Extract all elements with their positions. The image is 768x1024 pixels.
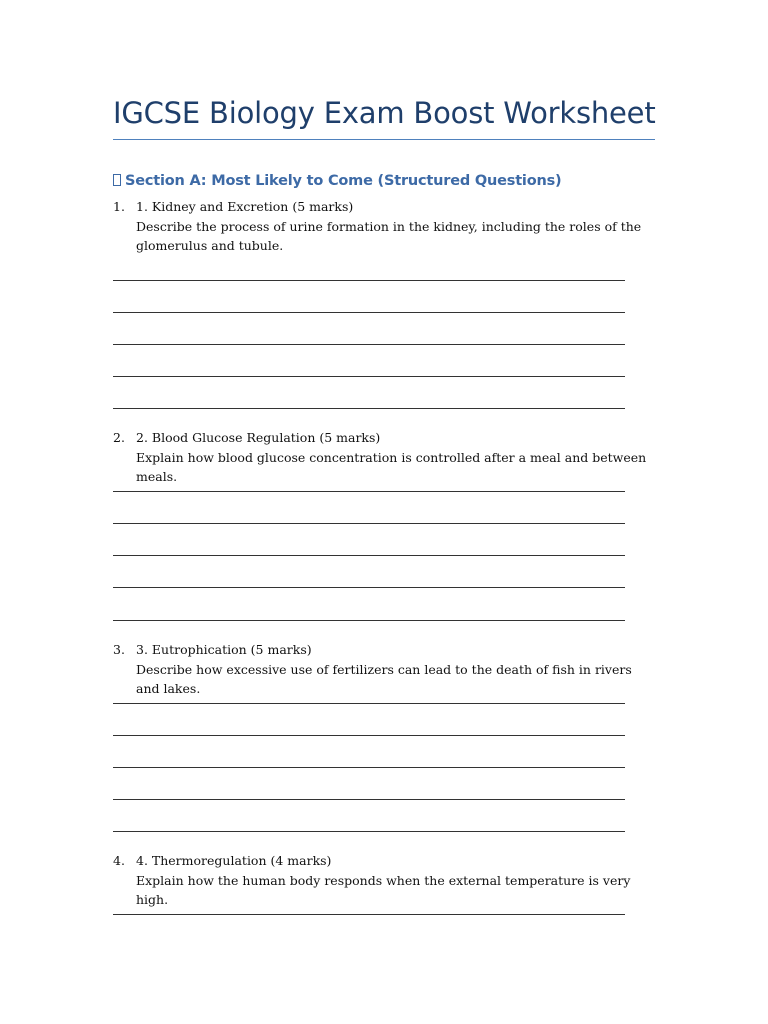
title-underline [113,139,655,140]
answer-line[interactable] [113,799,625,800]
answer-line[interactable] [113,344,625,345]
answer-line[interactable] [113,491,625,492]
answer-line[interactable] [113,703,625,704]
answer-line[interactable] [113,914,625,915]
question-number: 3. [113,642,125,657]
answer-line[interactable] [113,312,625,313]
answer-line[interactable] [113,620,625,621]
missing-glyph-icon [113,174,121,186]
answer-line[interactable] [113,408,625,409]
answer-line[interactable] [113,280,625,281]
answer-line[interactable] [113,735,625,736]
question-number: 1. [113,199,125,214]
question-heading: 3. Eutrophication (5 marks) [136,642,312,657]
question-text: Explain how blood glucose concentration is controlled after a meal and between meals. [136,450,647,484]
section-a-heading-text: Section A: Most Likely to Come (Structured Questions) [125,173,562,189]
answer-line[interactable] [113,523,625,524]
question-text: Explain how the human body responds when the external temperature is very high. [136,873,631,907]
page-title: IGCSE Biology Exam Boost Worksheet [113,96,656,130]
question-heading: 1. Kidney and Excretion (5 marks) [136,199,354,214]
answer-line[interactable] [113,587,625,588]
answer-line[interactable] [113,767,625,768]
answer-line[interactable] [113,831,625,832]
question-text: Describe how excessive use of fertilizers can lead to the death of fish in rivers and lakes. [136,662,632,696]
question-number: 4. [113,853,125,868]
answer-line[interactable] [113,555,625,556]
question-number: 2. [113,430,125,445]
answer-line[interactable] [113,376,625,377]
section-a-heading [113,173,561,189]
question-heading: 2. Blood Glucose Regulation (5 marks) [136,430,381,445]
question-heading: 4. Thermoregulation (4 marks) [136,853,332,868]
question-text: Describe the process of urine formation in the kidney, including the roles of the glomerulus and tubule. [136,219,642,253]
